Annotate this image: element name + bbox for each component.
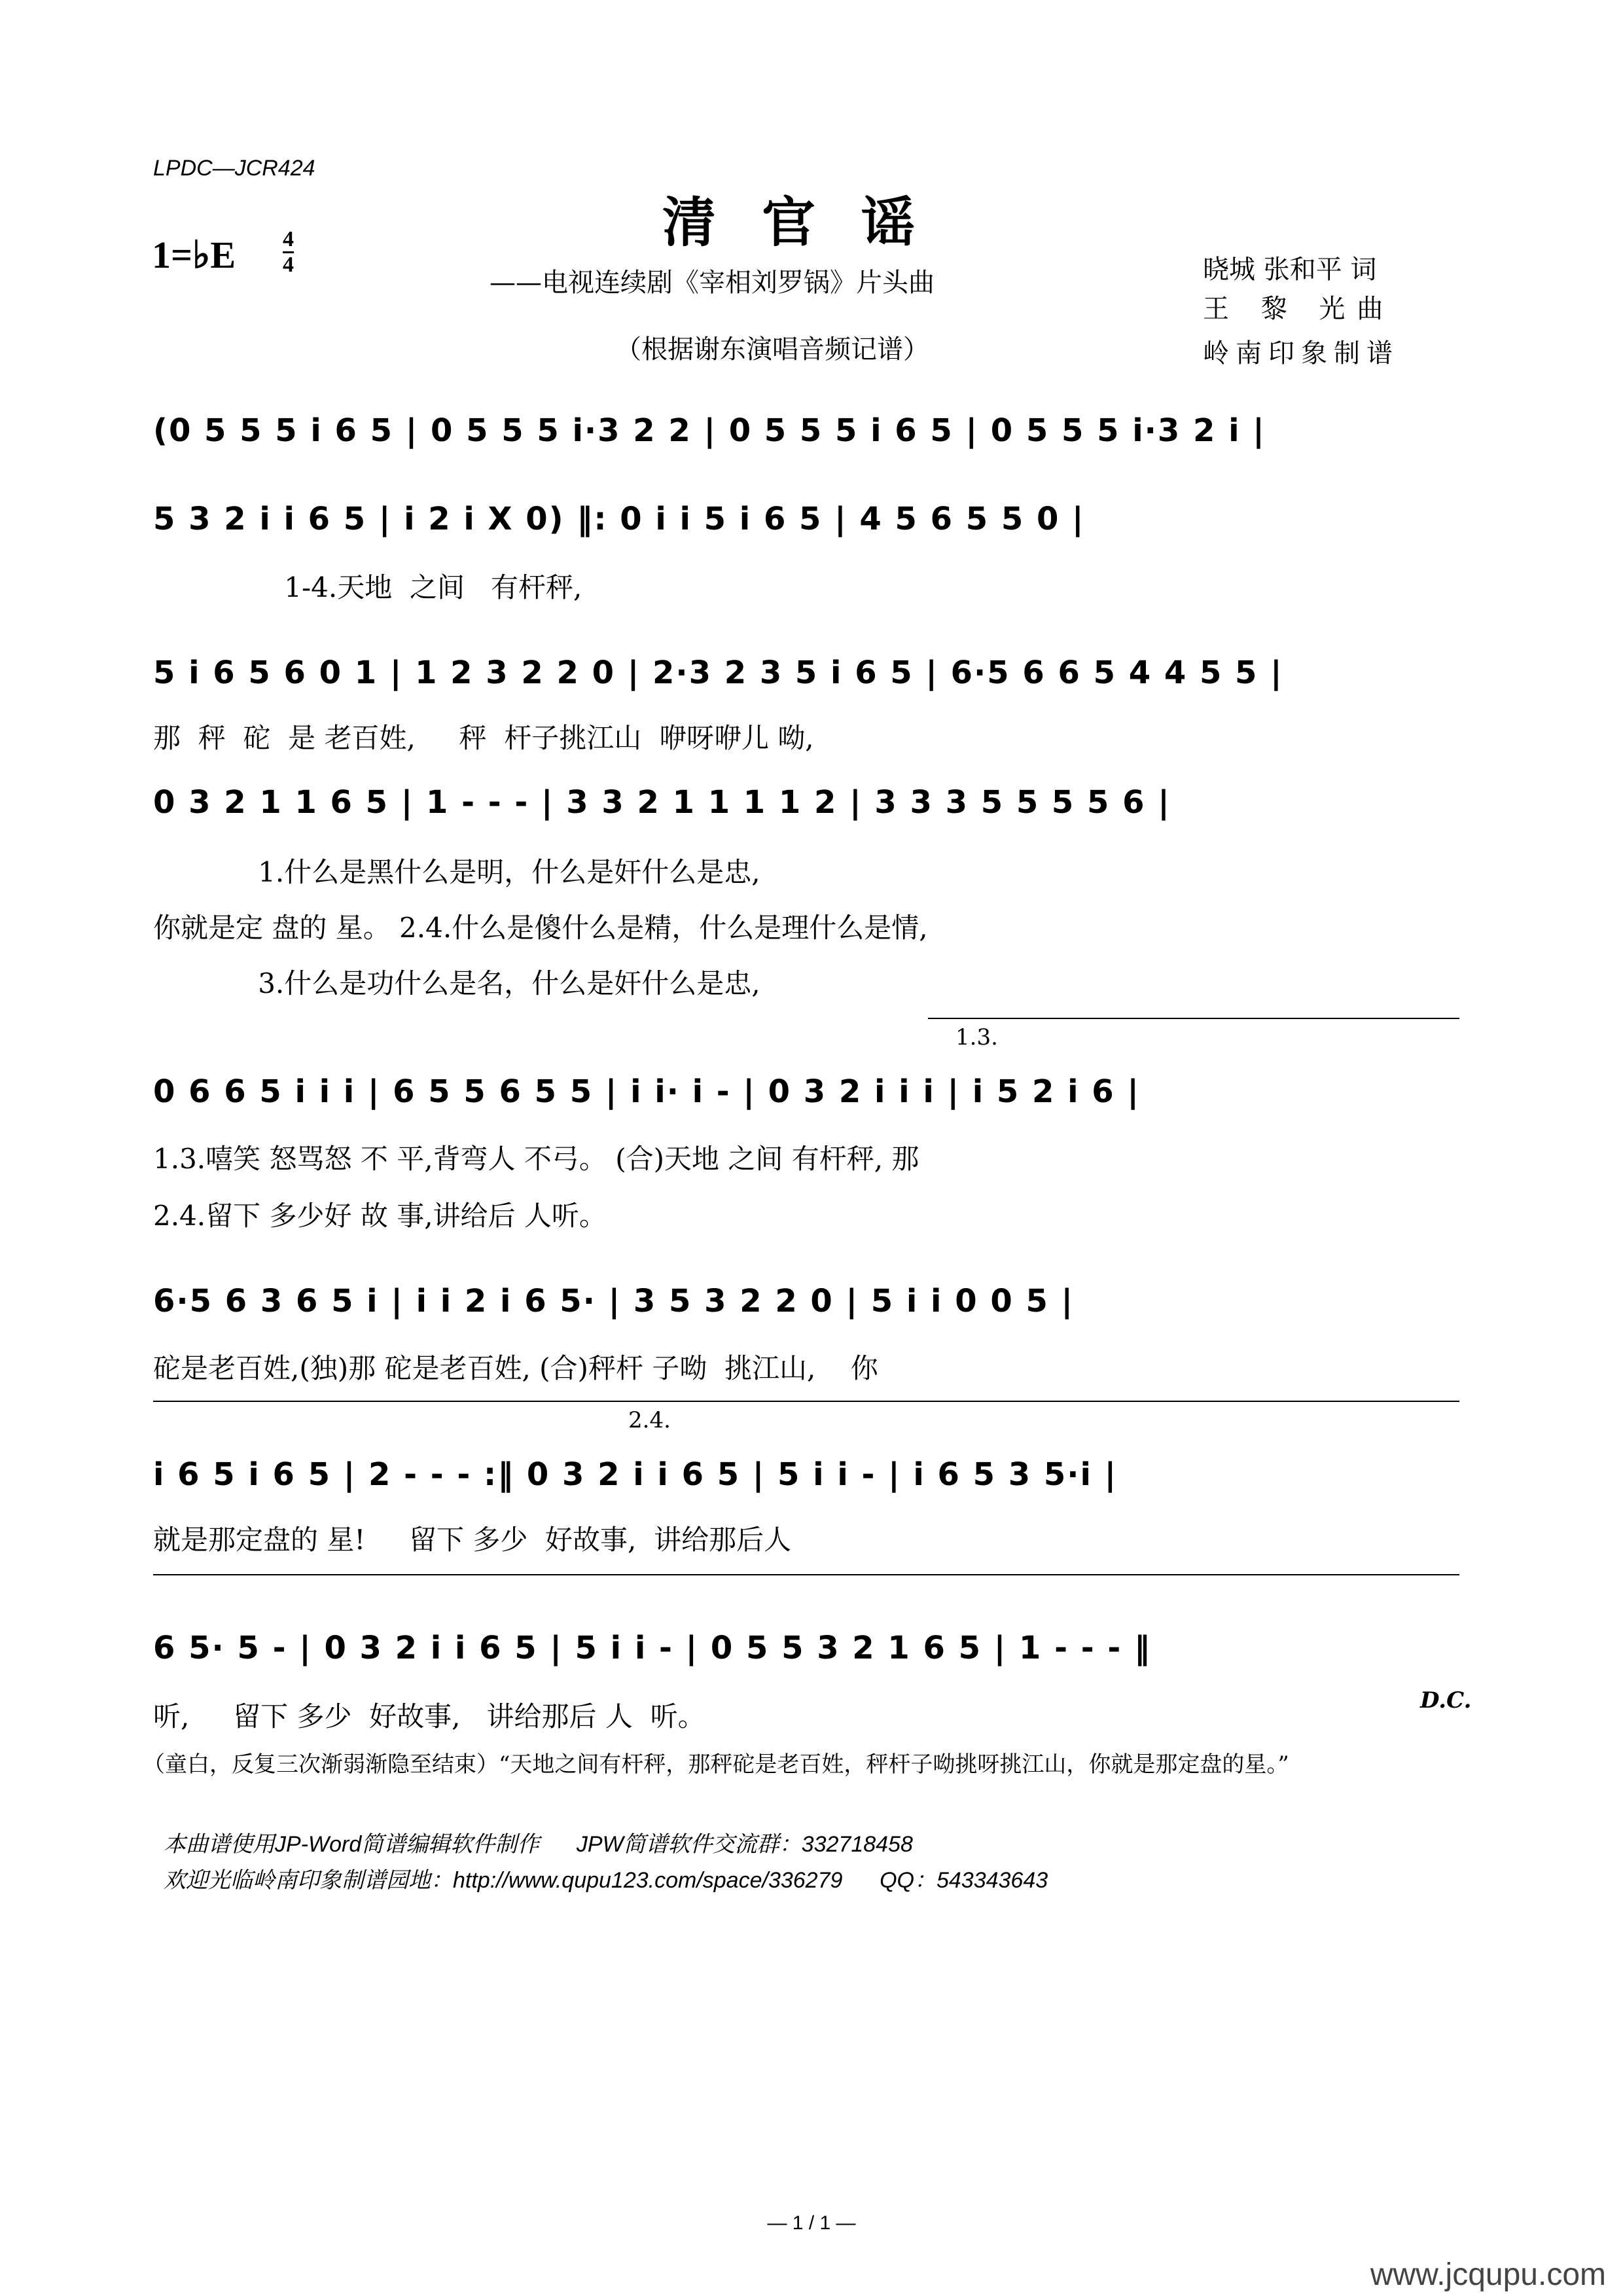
- transcription-note: （根据谢东演唱音频记谱）: [615, 334, 929, 365]
- staff-5-lyric-2: 2.4.留下 多少好 故 事,讲给后 人听。: [153, 1200, 607, 1232]
- dc-mark: D.C.: [1420, 1687, 1472, 1713]
- staff-8-lyric: 听, 留下 多少 好故事, 讲给那后 人 听。: [153, 1700, 705, 1732]
- lyricist-credit: 晓城 张和平 词: [1203, 255, 1377, 285]
- volta-bracket-top: [153, 1401, 1459, 1402]
- staff-4-lyric-3: 3.什么是功什么是名，什么是奸什么是忠,: [153, 967, 760, 999]
- volta-label-2: 2.4.: [628, 1407, 671, 1433]
- footer-line-2: 欢迎光临岭南印象制谱园地：http://www.qupu123.com/space/336279 QQ：543343643: [164, 1868, 1048, 1893]
- staff-3-lyric: 那 秤 砣 是 老百姓, 秤 杆子挑江山 咿呀咿儿 呦,: [153, 722, 814, 754]
- composer-credit: 王 黎 光曲: [1203, 294, 1395, 324]
- subtitle: ——电视连续剧《宰相刘罗锅》片头曲: [490, 268, 935, 298]
- volta-bracket-bottom: [153, 1574, 1459, 1575]
- volta-label-1: 1.3.: [955, 1024, 998, 1050]
- staff-4-music: 0 3 2 1 1 6 5 | 1 - - - | 3 3 2 1 1 1 1 2 | 3 3 3 5 5 5 5 6 |: [153, 784, 1171, 821]
- staff-8-music: 6 5· 5 - | 0 3 2 i i 6 5 | 5 i i - | 0 5 5 3 2 1 6 5 | 1 - - - ‖: [153, 1630, 1151, 1666]
- staff-4-lyric-2: 你就是定 盘的 星。 2.4.什么是傻什么是精，什么是理什么是情,: [153, 912, 928, 944]
- staff-7-music: i 6 5 i 6 5 | 2 - - - :‖ 0 3 2 i i 6 5 | 5 i i - | i 6 5 3 5·i |: [153, 1456, 1118, 1493]
- score-code: LPDC—JCR424: [153, 156, 315, 181]
- spoken-instruction: （童白，反复三次渐弱渐隐至结束）“天地之间有杆秤，那秤砣是老百姓，秤杆子呦挑呀挑江山，你就是那定盘的星。”: [143, 1751, 1289, 1778]
- staff-4-lyric-1: 1.什么是黑什么是明，什么是奸什么是忠,: [153, 856, 760, 888]
- time-signature: [283, 228, 294, 277]
- volta-bracket-1: [928, 1018, 1459, 1019]
- staff-3-music: 5 i 6 5 6 0 1 | 1 2 3 2 2 0 | 2·3 2 3 5 i 6 5 | 6·5 6 6 5 4 4 5 5 |: [153, 655, 1283, 691]
- staff-7-lyric: 就是那定盘的 星! 留下 多少 好故事, 讲给那后人: [153, 1524, 792, 1556]
- footer-line-1: 本曲谱使用JP-Word简谱编辑软件制作 JPW简谱软件交流群：332718458: [164, 1832, 913, 1857]
- staff-2-lyric: 1-4.天地 之间 有杆秤,: [153, 571, 582, 603]
- time-bottom: 4: [283, 253, 294, 277]
- watermark: www.jcqupu.com: [1370, 2257, 1606, 2292]
- page-title: 清官谣: [662, 191, 961, 254]
- key-signature: 1=♭E: [152, 234, 236, 276]
- staff-1-music: (0 5 5 5 i 6 5 | 0 5 5 5 i·3 2 2 | 0 5 5 5 i 6 5 | 0 5 5 5 i·3 2 i |: [153, 412, 1266, 449]
- staff-5-music: 0 6 6 5 i i i | 6 5 5 6 5 5 | i i· i - | 0 3 2 i i i | i 5 2 i 6 |: [153, 1073, 1140, 1110]
- staff-6-music: 6·5 6 3 6 5 i | i i 2 i 6 5· | 3 5 3 2 2 0 | 5 i i 0 0 5 |: [153, 1283, 1075, 1319]
- staff-5-lyric-1: 1.3.嘻笑 怒骂怒 不 平,背弯人 不弓。 (合)天地 之间 有杆秤, 那: [153, 1143, 919, 1175]
- arranger-credit: 岭南印象制谱: [1203, 338, 1399, 368]
- page-number: — 1 / 1 —: [767, 2212, 856, 2234]
- time-top: 4: [283, 227, 294, 251]
- staff-2-music: 5 3 2 i i 6 5 | i 2 i X 0) ‖: 0 i i 5 i 6 5 | 4 5 6 5 5 0 |: [153, 501, 1085, 537]
- staff-6-lyric: 砣是老百姓,(独)那 砣是老百姓, (合)秤杆 子呦 挑江山, 你: [153, 1352, 878, 1384]
